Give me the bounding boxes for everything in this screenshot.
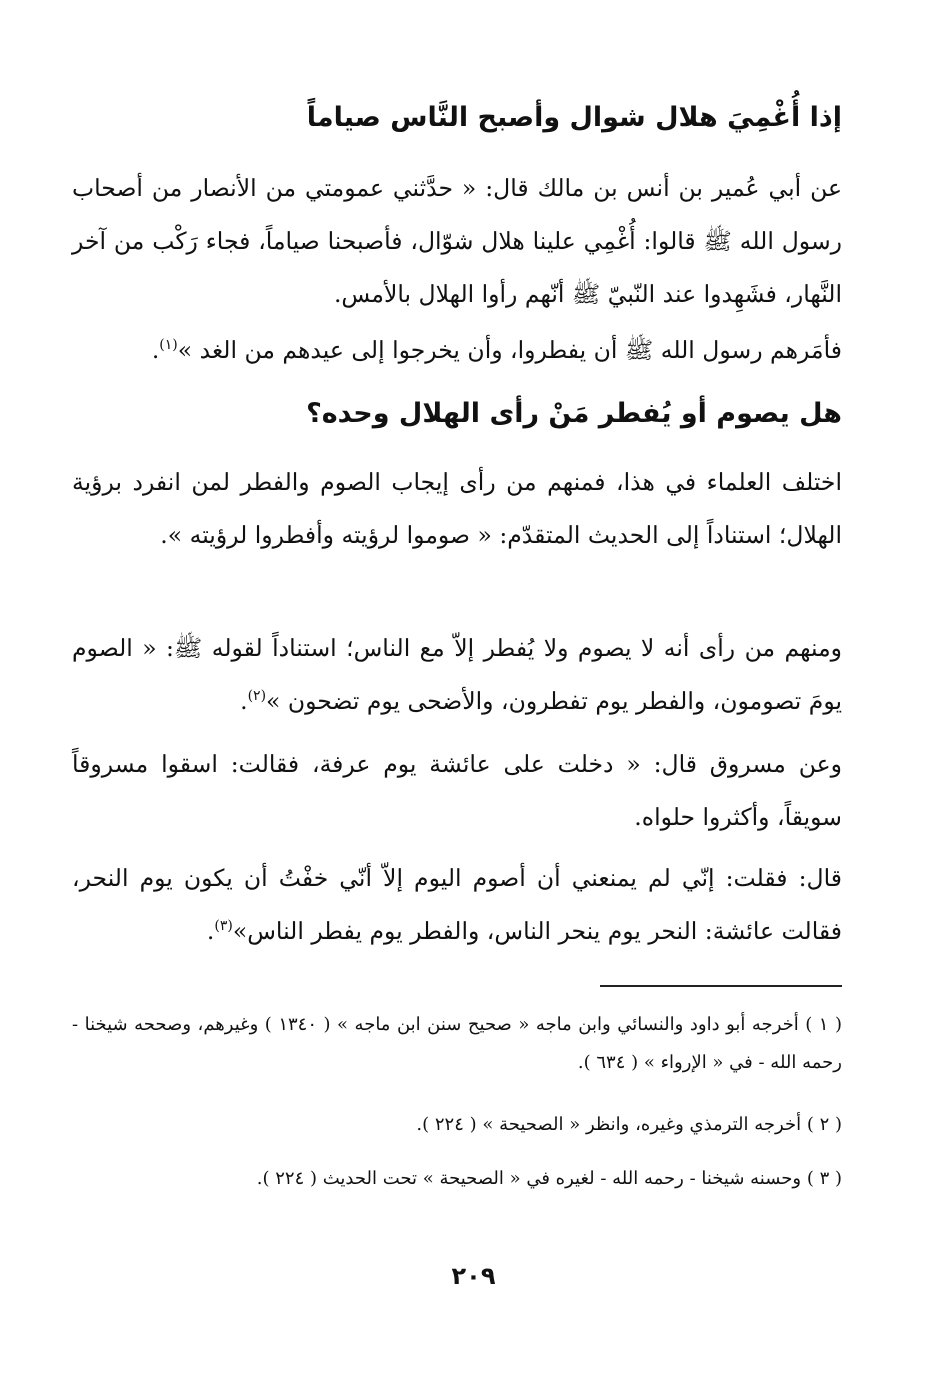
paragraph-masruq: وعن مسروق قال: « دخلت على عائشة يوم عرفة، فقالت: اسقوا مسروقاً سويقاً، وأكثروا حلواه. bbox=[72, 750, 842, 831]
paragraph-end: . bbox=[206, 917, 215, 945]
footnote-separator bbox=[600, 985, 842, 987]
hadith-paragraph-1: عن أبي عُمير بن أنس بن مالك قال: « حدَّثني عمومتي من الأنصار من أصحاب رسول الله ﷺ قالوا: أُغْمِي علينا هلال شوّال، فأصبحنا صياماً، فجاء رَكْب من آخر النَّهار، فشَهِدوا عند النّبيّ ﷺ أنّهم رأوا الهلال بالأمس. bbox=[72, 174, 842, 308]
footnote-1: ( ١ ) أخرجه أبو داود والنسائي وابن ماجه « صحيح سنن ابن ماجه » ( ١٣٤٠ ) وغيرهم، وصححه شيخنا - رحمه الله - في « الإرواء » ( ٦٣٤ ). bbox=[72, 1014, 842, 1073]
paragraph-text: فأمَرهم رسول الله ﷺ أن يفطروا، وأن يخرجوا إلى عيدهم من الغد » bbox=[177, 336, 842, 364]
paragraph-text: ومنهم من رأى أنه لا يصوم ولا يُفطر إلاّ مع الناس؛ استناداً لقوله ﷺ: « الصوم يومَ تصومون، والفطر يوم تفطرون، والأضحى يوم تضحون » bbox=[72, 634, 842, 715]
paragraph-aisha bbox=[72, 852, 842, 958]
footnote-3: ( ٣ ) وحسنه شيخنا - رحمه الله - لغيره في « الصحيحة » تحت الحديث ( ٢٢٤ ). bbox=[256, 1168, 842, 1189]
hadith-paragraph-2 bbox=[72, 324, 842, 377]
footnote-marker-2: (٢) bbox=[247, 688, 267, 705]
section-heading-shawwal: إذا أُغْمِيَ هلال شوال وأصبح النَّاس صياماً bbox=[306, 102, 842, 133]
paragraph-scholars-differ: اختلف العلماء في هذا، فمنهم من رأى إيجاب الصوم والفطر لمن انفرد برؤية الهلال؛ استناداً إلى الحديث المتقدّم: « صوموا لرؤيته وأفطروا لرؤيته ». bbox=[72, 468, 842, 549]
section-heading-moon-sighting: هل يصوم أو يُفطر مَنْ رأى الهلال وحده؟ bbox=[306, 398, 842, 429]
paragraph-text: قال: فقلت: إنّي لم يمنعني أن أصوم اليوم إلاّ أنّي خفْتُ أن يكون يوم النحر، فقالت عائشة: النحر يوم ينحر الناس، والفطر يوم يفطر الناس» bbox=[72, 864, 842, 945]
footnote-2: ( ٢ ) أخرجه الترمذي وغيره، وانظر « الصحيحة » ( ٢٢٤ ). bbox=[416, 1114, 842, 1135]
paragraph-end: . bbox=[240, 687, 248, 715]
page-number: ٢٠٩ bbox=[451, 1262, 496, 1290]
paragraph-end: . bbox=[151, 336, 160, 364]
footnote-marker-1: (١) bbox=[159, 337, 178, 354]
paragraph-second-opinion bbox=[72, 622, 842, 728]
footnote-marker-3: (٣) bbox=[214, 918, 233, 935]
